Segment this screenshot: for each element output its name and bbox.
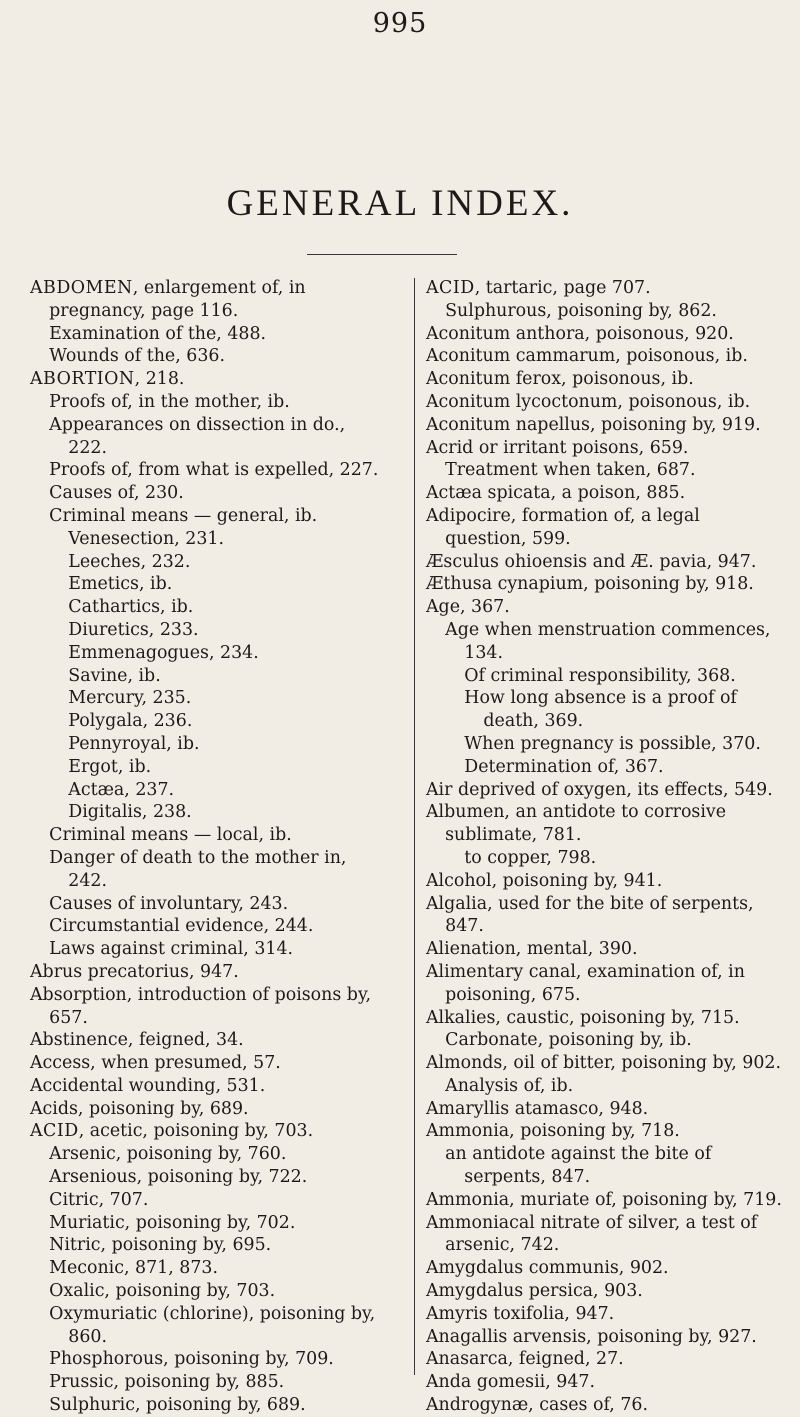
index-entry-text: Actæa spicata, a poison, 885.: [426, 483, 686, 504]
index-entry-text: Amygdalus communis, 902.: [426, 1258, 669, 1279]
index-entry: [30, 1189, 386, 1212]
index-entry: [426, 1394, 786, 1417]
index-entry-heading: ACID: [426, 278, 475, 298]
column-divider: [414, 278, 415, 1375]
index-entry: [30, 1029, 386, 1052]
index-entry: [426, 391, 786, 414]
index-entry: [30, 368, 386, 391]
index-entry: [30, 1280, 386, 1303]
index-entry: [30, 961, 386, 984]
index-entry-text: Absorption, introduction of poisons by, 657.: [30, 984, 371, 1028]
index-entry: [30, 824, 386, 847]
index-entry-text: Ammoniacal nitrate of silver, a test of arsenic, 742.: [426, 1212, 758, 1256]
index-entry-text: Almonds, oil of bitter, poisoning by, 902.: [426, 1053, 781, 1074]
index-entry: [30, 1371, 386, 1394]
index-entry: [30, 573, 386, 596]
index-entry: [30, 1394, 386, 1417]
index-entry-text: Aconitum lycoctonum, poisonous, ib.: [426, 391, 751, 412]
index-entry: [30, 779, 386, 802]
index-entry: [30, 1234, 386, 1257]
index-entry: [30, 710, 386, 733]
index-entry: [426, 1326, 786, 1349]
index-entry-text: Alimentary canal, examination of, in poisoning, 675.: [426, 961, 745, 1005]
index-entry-text: Oxalic, poisoning by, 703.: [49, 1281, 276, 1302]
index-entry-text: Muriatic, poisoning by, 702.: [49, 1212, 296, 1233]
index-entry: [426, 1257, 786, 1280]
index-entry-text: Æthusa cynapium, poisoning by, 918.: [426, 574, 754, 595]
index-entry-text: Age, 367.: [426, 597, 510, 618]
index-entry: [426, 596, 786, 619]
index-entry: [30, 1143, 386, 1166]
index-entry: [426, 1212, 786, 1258]
index-entry-text: Of criminal responsibility, 368.: [464, 665, 736, 686]
index-entry-text: Causes of, 230.: [49, 483, 184, 504]
index-entry-text: Pennyroyal, ib.: [68, 733, 200, 754]
index-entry: [426, 801, 786, 847]
index-entry-text: Venesection, 231.: [68, 528, 224, 549]
index-entry: [30, 505, 386, 528]
index-entry-text: Phosphorous, poisoning by, 709.: [49, 1349, 334, 1370]
index-entry: [426, 437, 786, 460]
index-entry-text: Arsenious, poisoning by, 722.: [49, 1167, 308, 1188]
index-entry-text: , 218.: [134, 369, 185, 390]
index-entry: [30, 915, 386, 938]
index-entry-text: Ammonia, poisoning by, 718.: [426, 1121, 680, 1142]
page-number: 995: [372, 8, 428, 39]
index-entry-text: , tartaric, page 707.: [474, 278, 651, 298]
index-entry: [426, 756, 786, 779]
index-entry-text: Prussic, poisoning by, 885.: [49, 1372, 285, 1393]
index-entry-text: Nitric, poisoning by, 695.: [49, 1235, 272, 1256]
index-entry: [426, 482, 786, 505]
index-entry: [426, 847, 786, 870]
index-entry-text: Algalia, used for the bite of serpents, 847.: [426, 893, 754, 937]
index-entry: [30, 551, 386, 574]
index-entry: [426, 277, 786, 300]
index-entry: [30, 1098, 386, 1121]
index-entry-text: Polygala, 236.: [68, 711, 193, 732]
index-entry-text: Æsculus ohioensis and Æ. pavia, 947.: [426, 551, 757, 572]
index-entry-text: Circumstantial evidence, 244.: [49, 916, 314, 937]
index-entry-text: Anagallis arvensis, poisoning by, 927.: [426, 1326, 757, 1347]
index-entry: [30, 1120, 386, 1143]
index-entry-text: Digitalis, 238.: [68, 802, 192, 823]
index-entry: [426, 619, 786, 665]
index-entry-text: Examination of the, 488.: [49, 323, 267, 344]
index-entry-heading: ACID: [30, 1121, 79, 1142]
index-entry-text: , acetic, poisoning by, 703.: [78, 1121, 314, 1142]
index-entry: [30, 984, 386, 1030]
index-entry-text: an antidote against the bite of serpents, 847.: [445, 1144, 712, 1188]
index-entry: [30, 459, 386, 482]
index-entry-text: Laws against criminal, 314.: [49, 939, 294, 960]
index-entry: [426, 1120, 786, 1143]
index-entry-text: Sulphurous, poisoning by, 862.: [445, 300, 717, 321]
index-entry: [426, 1371, 786, 1394]
index-entry: [30, 938, 386, 961]
index-entry: [426, 961, 786, 1007]
index-entry: [426, 300, 786, 323]
index-entry-text: Amaryllis atamasco, 948.: [426, 1098, 649, 1119]
index-entry: [30, 345, 386, 368]
index-entry-text: Proofs of, from what is expelled, 227.: [49, 460, 379, 481]
index-entry: [30, 482, 386, 505]
index-entry-text: Ergot, ib.: [68, 756, 152, 777]
index-entry: [426, 938, 786, 961]
index-entry-text: Sulphuric, poisoning by, 689.: [49, 1395, 306, 1416]
index-entry-text: Diuretics, 233.: [68, 619, 199, 640]
index-entry-text: to copper, 798.: [464, 847, 597, 868]
index-entry: [30, 847, 386, 893]
index-entry-text: Air deprived of oxygen, its effects, 549.: [426, 779, 773, 800]
index-entry: [426, 573, 786, 596]
index-entry: [426, 1075, 786, 1098]
index-entry-text: Criminal means — local, ib.: [49, 825, 292, 846]
index-entry: [426, 893, 786, 939]
index-entry-text: Adipocire, formation of, a legal question, 599.: [426, 505, 700, 549]
index-entry: [426, 1143, 786, 1189]
index-entry: [426, 414, 786, 437]
index-entry: [30, 665, 386, 688]
index-entry-text: Amyris toxifolia, 947.: [426, 1303, 615, 1324]
index-entry: [426, 505, 786, 551]
index-entry-text: When pregnancy is possible, 370.: [464, 733, 761, 754]
index-entry-text: Androgynæ, cases of, 76.: [426, 1395, 649, 1416]
index-entry-text: Emetics, ib.: [68, 574, 173, 595]
index-entry: [30, 1166, 386, 1189]
index-entry: [426, 687, 786, 733]
index-entry: [426, 551, 786, 574]
index-entry-text: Abstinence, feigned, 34.: [30, 1030, 244, 1051]
index-entry: [426, 323, 786, 346]
title-rule: [307, 254, 457, 255]
index-entry: [426, 459, 786, 482]
index-entry: [30, 528, 386, 551]
index-entry-text: Aconitum napellus, poisoning by, 919.: [426, 414, 761, 435]
page-title: GENERAL INDEX.: [226, 183, 574, 224]
index-entry: [30, 1212, 386, 1235]
index-entry-text: Causes of involuntary, 243.: [49, 893, 289, 914]
index-entry-text: Proofs of, in the mother, ib.: [49, 391, 290, 412]
index-entry-text: Acids, poisoning by, 689.: [30, 1098, 249, 1119]
index-entry: [426, 368, 786, 391]
index-entry-text: Aconitum cammarum, poisonous, ib.: [426, 346, 748, 367]
index-entry: [30, 1052, 386, 1075]
index-entry-text: Analysis of, ib.: [445, 1075, 574, 1096]
index-entry: [30, 756, 386, 779]
index-entry-text: Leeches, 232.: [68, 551, 191, 572]
index-entry: [426, 733, 786, 756]
index-entry: [426, 1029, 786, 1052]
index-entry-text: Treatment when taken, 687.: [445, 460, 696, 481]
index-entry-text: Cathartics, ib.: [68, 597, 194, 618]
index-entry-text: Abrus precatorius, 947.: [30, 961, 239, 982]
index-entry: [30, 323, 386, 346]
index-entry-text: Age when menstruation commences, 134.: [445, 619, 771, 663]
index-entry-text: Meconic, 871, 873.: [49, 1258, 218, 1279]
index-entry: [30, 1075, 386, 1098]
index-entry: [30, 596, 386, 619]
index-entry: [30, 642, 386, 665]
index-entry: [30, 277, 386, 323]
index-entry: [426, 1348, 786, 1371]
index-entry: [426, 665, 786, 688]
index-entry: [30, 1303, 386, 1349]
index-entry: [426, 1052, 786, 1075]
index-entry: [30, 1257, 386, 1280]
index-entry-text: Emmenagogues, 234.: [68, 642, 259, 663]
index-entry: [30, 801, 386, 824]
index-entry-text: Accidental wounding, 531.: [30, 1075, 266, 1096]
index-entry-text: Determination of, 367.: [464, 756, 664, 777]
index-entry-text: Anda gomesii, 947.: [426, 1372, 595, 1393]
index-entry: [426, 1303, 786, 1326]
index-entry: [426, 1098, 786, 1121]
index-entry: [426, 345, 786, 368]
index-entry-text: Alienation, mental, 390.: [426, 939, 638, 960]
index-entry: [426, 870, 786, 893]
right-index-column: [426, 277, 786, 1417]
index-entry: [30, 1348, 386, 1371]
index-entry-text: Albumen, an antidote to corrosive sublimate, 781.: [426, 802, 727, 846]
index-entry-text: Savine, ib.: [68, 665, 161, 686]
index-entry: [426, 1007, 786, 1030]
index-entry-text: Citric, 707.: [49, 1189, 149, 1210]
index-entry: [30, 733, 386, 756]
index-entry-heading: ABORTION: [30, 369, 135, 390]
index-entry: [30, 619, 386, 642]
index-entry-text: Amygdalus persica, 903.: [426, 1281, 643, 1302]
index-entry: [426, 1189, 786, 1212]
index-entry-text: Arsenic, poisoning by, 760.: [49, 1144, 287, 1165]
index-entry-text: Access, when presumed, 57.: [30, 1053, 281, 1074]
index-entry-text: Alkalies, caustic, poisoning by, 715.: [426, 1007, 740, 1028]
index-entry-text: Mercury, 235.: [68, 688, 192, 709]
index-entry: [30, 414, 386, 460]
index-entry-text: , enlargement of, in pregnancy, page 116.: [49, 278, 306, 321]
index-entry: [30, 893, 386, 916]
index-entry: [30, 391, 386, 414]
index-entry-text: Anasarca, feigned, 27.: [426, 1349, 624, 1370]
index-entry-text: Aconitum ferox, poisonous, ib.: [426, 369, 694, 390]
index-entry: [426, 779, 786, 802]
index-entry-text: Wounds of the, 636.: [49, 346, 225, 367]
index-entry-heading: ABDOMEN: [30, 278, 133, 298]
index-entry-text: Actæa, 237.: [68, 779, 175, 800]
index-entry-text: Criminal means — general, ib.: [49, 505, 318, 526]
index-entry-text: How long absence is a proof of death, 369.: [464, 688, 737, 732]
index-entry-text: Carbonate, poisoning by, ib.: [445, 1030, 692, 1051]
index-entry: [426, 1280, 786, 1303]
index-entry-text: Ammonia, muriate of, poisoning by, 719.: [426, 1189, 782, 1210]
index-entry-text: Aconitum anthora, poisonous, 920.: [426, 323, 734, 344]
index-entry: [30, 687, 386, 710]
index-entry-text: Alcohol, poisoning by, 941.: [426, 870, 663, 891]
index-entry-text: Appearances on dissection in do., 222.: [49, 414, 346, 458]
index-entry-text: Danger of death to the mother in, 242.: [49, 847, 347, 891]
left-index-column: [30, 277, 386, 1417]
index-entry-text: Oxymuriatic (chlorine), poisoning by, 860.: [49, 1303, 376, 1347]
index-entry-text: Acrid or irritant poisons, 659.: [426, 437, 689, 458]
